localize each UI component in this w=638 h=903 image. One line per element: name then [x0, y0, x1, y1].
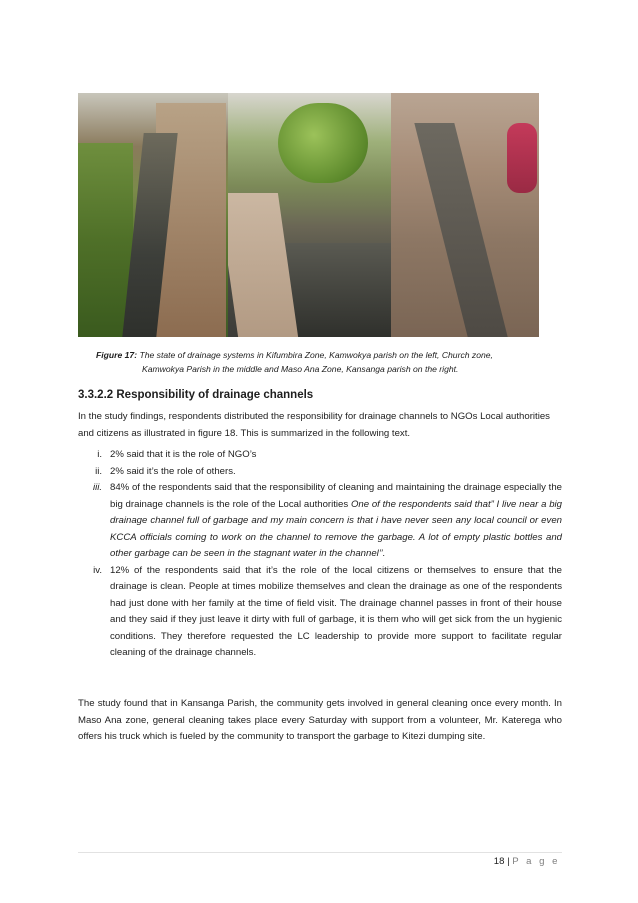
photo-church-zone: [228, 93, 391, 337]
figure-caption-line1: The state of drainage systems in Kifumbira Zone, Kamwokya parish on the left, Church zone,: [137, 350, 493, 360]
list-item: [78, 563, 562, 662]
list-number: iv.: [93, 564, 102, 576]
list-number: ii.: [95, 465, 102, 477]
closing-paragraph: The study found that in Kansanga Parish, the community gets involved in general cleaning once every month. In Maso Ana zone, general cleaning takes place every Saturday with support from a volunteer, Mr. Katerega who offers his truck which is fueled by the community to transport the garbage to Kitezi dumping site.: [78, 698, 562, 742]
list-item: [78, 447, 562, 464]
figure-photos: [78, 93, 539, 337]
photo-kifumbira-zone: [78, 93, 228, 337]
page-word: P a g e: [512, 856, 560, 867]
section-heading: 3.3.2.2 Responsibility of drainage channels: [78, 389, 314, 401]
figure-label: Figure 17:: [96, 350, 138, 360]
footer-divider: [78, 852, 562, 853]
list-item: [78, 464, 562, 481]
list-number: i.: [97, 449, 102, 460]
footer-separator: |: [504, 856, 513, 867]
page-footer: [494, 856, 560, 867]
list-text: 12% of the respondents said that it’s the role of the local citizens or themselves to ensure that the drainage is clean. People at times mobilize themselves and clean the drainage as one of the respondents had just done with her family at the time of field visit. The drainage channel passes in front of their house and they said if they just leave it dirty with full of garbage, it is them who will get sick from the un hygienic conditions. They therefore requested the LC leadership to provide more support to facilitate regular cleaning of the drainage channels.: [110, 564, 562, 658]
list-text: 2% said it’s the role of others.: [110, 465, 236, 477]
list-text: 84% of the respondents said that the responsibility of cleaning and maintaining the drainage especially the big drainage channels is the role of the Local authorities: [110, 482, 562, 510]
list-number: iii.: [92, 482, 102, 493]
respondent-quote: One of the respondents said that” I live near a big drainage channel full of garbage and my main concern is that i have never seen any local council or even KCCA officials coming to work on the channel to remove the garbage. A lot of empty plastic bottles and other garbage can be seen in the stagnant water in the channel’’.: [110, 498, 562, 559]
list-text: 2% said that it is the role of NGO’s: [110, 449, 257, 460]
photo-maso-ana-zone: [391, 93, 539, 337]
page-number: 18: [493, 856, 505, 867]
list-item: [78, 480, 562, 563]
list-text-block: [110, 480, 562, 563]
findings-list: [78, 447, 562, 662]
figure-caption-line2: Kamwokya Parish in the middle and Maso Ana Zone, Kansanga parish on the right.: [142, 364, 459, 374]
intro-paragraph: In the study findings, respondents distributed the responsibility for drainage channels to NGOs Local authorities and citizens as illustrated in figure 18. This is summarized in the following text.: [78, 411, 550, 439]
figure-caption: [96, 348, 546, 376]
